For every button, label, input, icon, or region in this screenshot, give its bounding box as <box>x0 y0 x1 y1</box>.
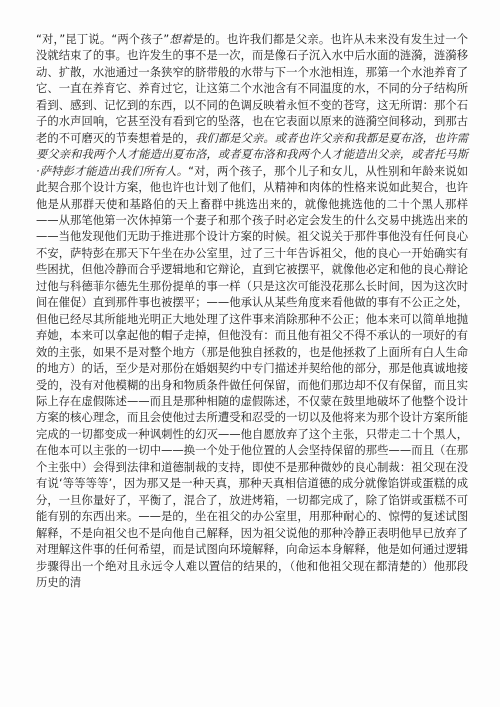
text-segment: “对，两个孩子，那个儿子和女儿，从性别和年龄来说如此契合那个设计方案，他也许也计划了他们，从精神和肉体的性格来说如此契合，也许他是从那群天使和基路伯的天上畜群中挑选出来的，就像他挑选他的二十个黑人那样——从那笔他第一次休掉第一个妻子和那个孩子时必定会发生的什么交易中挑选出来的——当他发现他们无助于推进那个设计方案的时候。祖父说关于那件事他没有任何良心不安，萨特彭在那天下午坐在办公室里，过了三十年告诉祖父，他的良心一开始确实有些困扰，但他冷静而合乎逻辑地和它辩论，直到它被摆平，就像他必定和他的良心辩论过他与科德菲尔德先生那份提单的事一样（只是这次可能没花那么长时间，因为这次时间在催促）直到那件事也被摆平；——他承认从某些角度来看他做的事有不公正之处，但他已经尽其所能地光明正大地处理了这件事来消除那种不公正；他本来可以简单地抛弃她，本来可以拿起他的帽子走掉，但他没有：而且他有祖父不得不承认的一项好的有效的主张，如果不是对整个地方（那是他独自拯救的，也是他拯救了上面所有白人生命的地方）的话，至少是对那份在婚姻契约中专门描述并契给他的部分，那是他真诚地接受的，没有对他模糊的出身和物质条件做任何保留，而他们那边却不仅有保留，而且实际上存在虚假陈述——而且是那种相随的虚假陈述，不仅蒙在鼓里地破坏了他整个设计方案的核心理念，而且会使他过去所遭受和忍受的一切以及他将来为那个设计方案所能完成的一切都变成一种讽刺性的幻灭——他自愿放弃了这个主张，只带走二十个黑人，在他本可以主张的一切中——换一个处于他位置的人会坚持保留的那些——而且（在那个主张中）会得到法律和道德制裁的支持，即使不是那种微妙的良心制裁：祖父现在没有说‘等等等等’，因为那又是一种天真，那种天真相信道德的成分就像馅饼或蛋糕的成分，一旦你量好了，平衡了，混合了，放进烤箱，一切都完成了，除了馅饼或蛋糕不可能有别的东西出来。——是的，坐在祖父的办公室里，用那种耐心的、惊愕的复述试图解释，不是向祖父也不是向他自己解释，因为祖父说他的那种冷静正表明他早已放弃了对理解这件事的任何希望，而是试图向环境解释，向命运本身解释，他是如何通过逻辑步骤得出一个绝对且永远令人难以置信的结果的，（他和他祖父现在都清楚的）他那段历史的清 <box>36 164 469 589</box>
text-segment: 是的。也许我们都是父亲。也许从未来没有发生过一个没就结束了的事。也许发生的事不是一次，而是像石子沉入水中后水面的涟漪，涟漪移动、扩散，水池通过一条狭窄的脐带般的水带与下一个水池相连，那第一个水池养育了它、一直在养育它、养育过它，让这第二个水池含有不同温度的水，不同的分子结构所看到、感到、记忆到的东西，以不同的色调反映着永恒不变的苍穹，这无所谓：那个石子的水声回响，它甚至没有看到它的坠落，也在它表面以原来的涟漪空间移动，到那古老的不可磨灭的节奏想着是的， <box>36 33 468 145</box>
body-text <box>36 32 468 591</box>
emphasized-text: 想着 <box>169 33 193 46</box>
paragraph <box>36 32 468 591</box>
emphasized-text: 我们都是父亲。或者也许父亲和我都是夏布洛，也许需要父亲和我两个人才能造出夏布洛，或者夏布洛和我两个人才能造出父亲，或者托马斯·萨特彭才能造出我们所有人。 <box>36 131 468 178</box>
text-segment: “对，”昆丁说。“两个孩子” <box>36 33 170 46</box>
